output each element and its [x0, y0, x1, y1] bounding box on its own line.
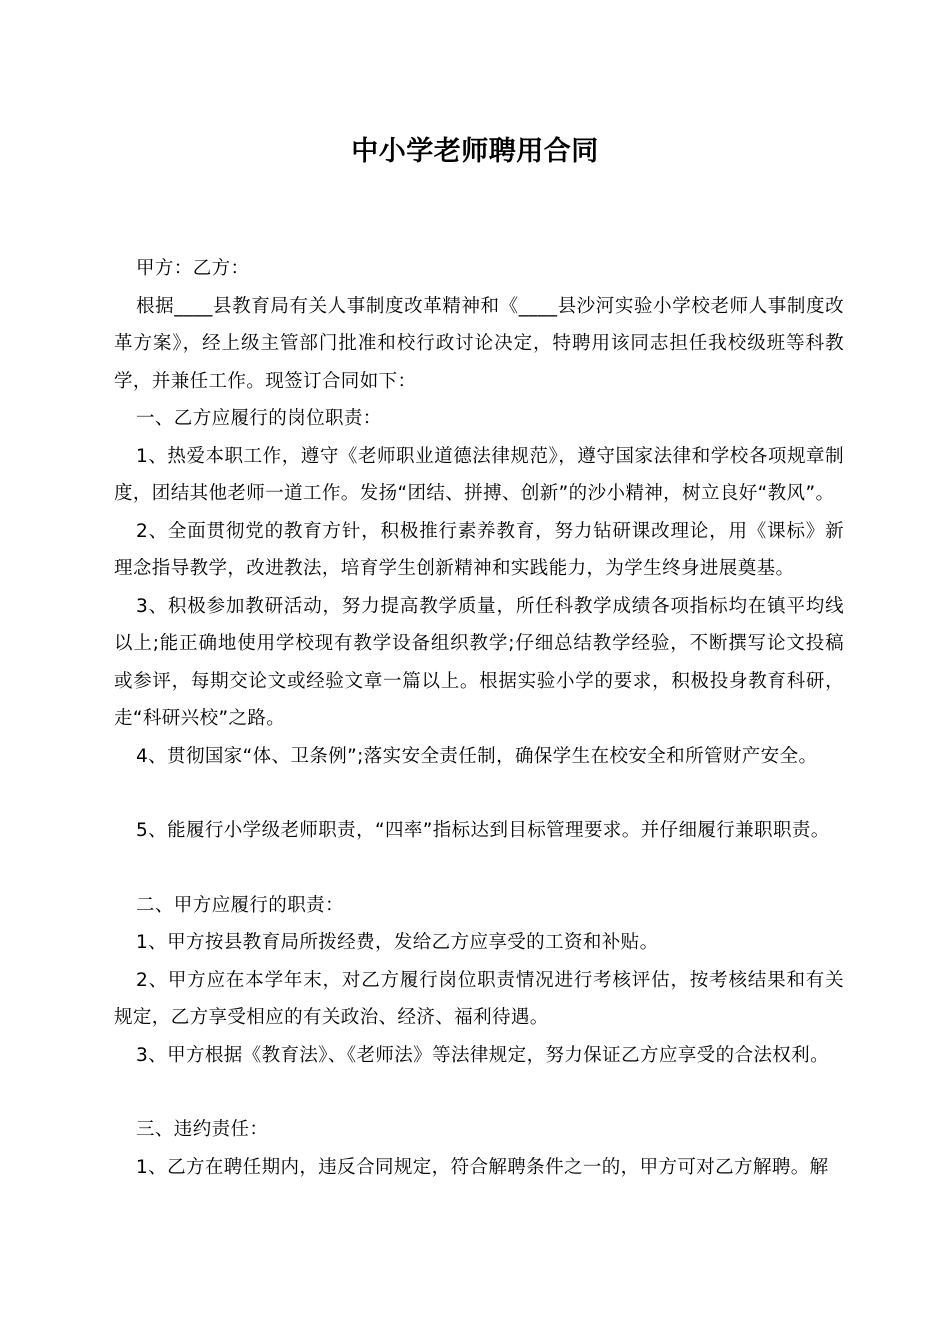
section-heading-liability: 三、违约责任： — [136, 1119, 269, 1140]
page-title: 中小学老师聘用合同 — [351, 136, 599, 167]
section-heading-party-a-duties: 二、甲方应履行的职责： — [136, 894, 344, 916]
spacer — [114, 850, 844, 887]
document-body — [114, 250, 844, 1186]
clause-b-4: 4、贯彻国家“体、卫条例”;落实安全责任制，确保学生在校安全和所管财产安全。 — [136, 745, 818, 767]
clause-b-1: 1、热爱本职工作，遵守《老师职业道德法律规范》，遵守国家法律和学校各项规章制度，团结其他老师一道工作。发扬“团结、拼搏、创新”的沙小精神，树立良好“教风”。 — [114, 445, 844, 504]
clause-a-2: 2、甲方应在本学年末，对乙方履行岗位职责情况进行考核评估，按考核结果和有关规定，乙方享受相应的有关政治、经济、福利待遇。 — [114, 969, 844, 1028]
clause-b-3: 3、积极参加教研活动，努力提高教学质量，所任科教学成绩各项指标均在镇平均线以上;能正确地使用学校现有教学设备组织教学;仔细总结教学经验，不断撰写论文投稿或参评，每期交论文或经验文章一篇以上。根据实验小学的要求，积极投身教育科研，走“科研兴校”之路。 — [114, 595, 844, 729]
clause-b-5: 5、能履行小学级老师职责，“四率”指标达到目标管理要求。并仔细履行兼职职责。 — [136, 820, 830, 841]
clause-b-2: 2、全面贯彻党的教育方针，积极推行素养教育，努力钻研课改理论，用《课标》新理念指导教学，改进教法，培育学生创新精神和实践能力，为学生终身进展奠基。 — [114, 520, 844, 579]
party-line: 甲方：乙方： — [136, 258, 250, 279]
spacer — [114, 1074, 844, 1111]
clause-a-3: 3、甲方根据《教育法》、《老师法》等法律规定，努力保证乙方应享受的合法权利。 — [136, 1044, 829, 1066]
clause-a-1: 1、甲方按县教育局所拨经费，发给乙方应享受的工资和补贴。 — [136, 932, 659, 953]
preamble-paragraph: 根据____县教育局有关人事制度改革精神和《____县沙河实验小学校老师人事制度改革方案》，经上级主管部门批准和校行政讨论决定，特聘用该同志担任我校级班等科教学，并兼任工作。现签订合同如下： — [114, 295, 844, 392]
spacer — [114, 775, 844, 812]
section-heading-party-b-duties: 一、乙方应履行的岗位职责： — [136, 408, 382, 429]
clause-liability-1: 1、乙方在聘任期内，违反合同规定，符合解聘条件之一的，甲方可对乙方解聘。解 — [136, 1156, 829, 1178]
